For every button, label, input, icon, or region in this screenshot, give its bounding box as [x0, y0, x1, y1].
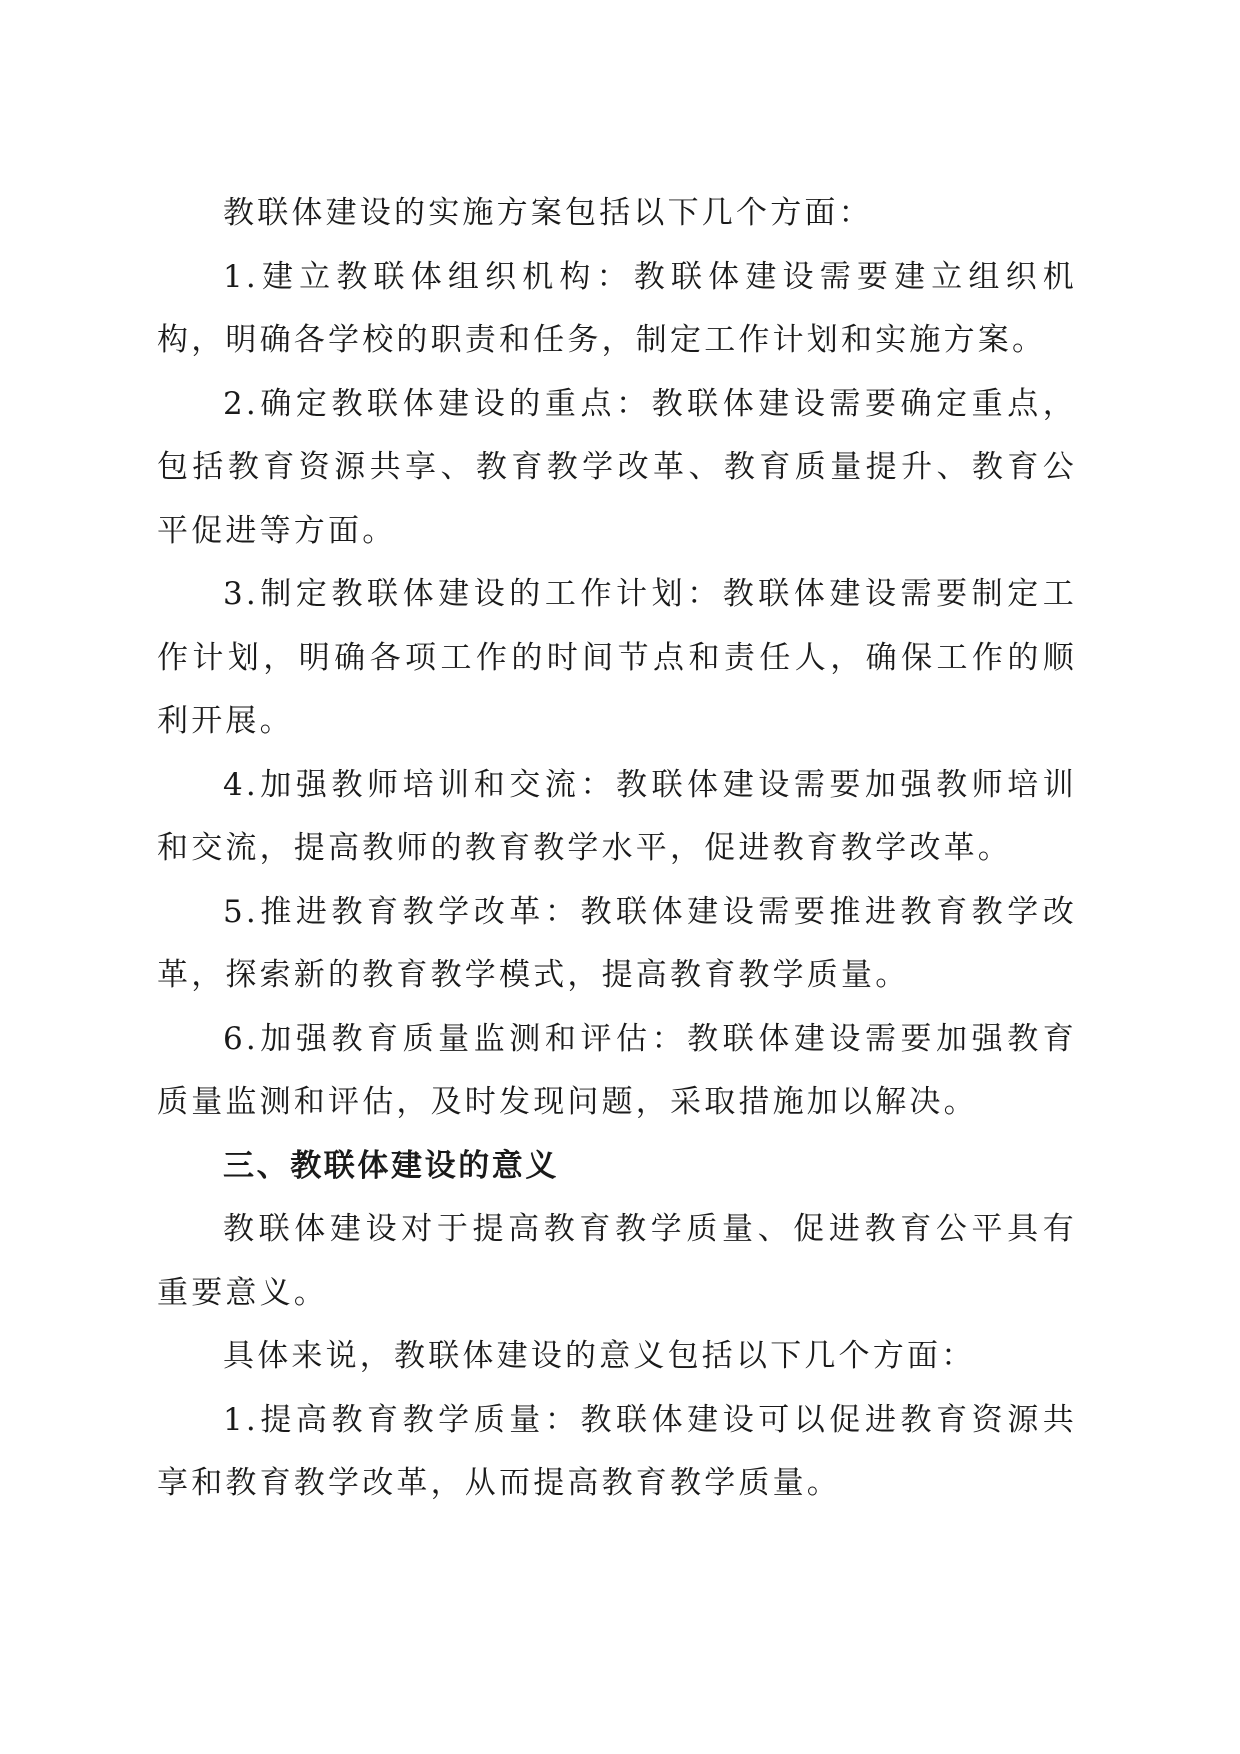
- paragraph-item-3-work-plan: 3.制定教联体建设的工作计划：教联体建设需要制定工作计划，明确各项工作的时间节点和责任人，确保工作的顺利开展。: [157, 576, 1077, 739]
- paragraph-significance-list-intro: 具体来说，教联体建设的意义包括以下几个方面：: [223, 1338, 976, 1374]
- paragraph-implementation-intro: 教联体建设的实施方案包括以下几个方面：: [223, 195, 873, 231]
- paragraph-item-4-teacher-training: 4.加强教师培训和交流：教联体建设需要加强教师培训和交流，提高教师的教育教学水平，促进教育教学改革。: [157, 766, 1077, 866]
- paragraph-item-2-focus: 2.确定教联体建设的重点：教联体建设需要确定重点，包括教育资源共享、教育教学改革、教育质量提升、教育公平促进等方面。: [157, 385, 1077, 549]
- paragraph-significance-intro: 教联体建设对于提高教育教学质量、促进教育公平具有重要意义。: [157, 1211, 1077, 1311]
- paragraph-significance-item-1: 1.提高教育教学质量：教联体建设可以促进教育资源共享和教育教学改革，从而提高教育教学质量。: [157, 1401, 1077, 1501]
- paragraph-item-5-teaching-reform: 5.推进教育教学改革：教联体建设需要推进教育教学改革，探索新的教育教学模式，提高教育教学质量。: [157, 893, 1077, 993]
- document-body: [157, 182, 1077, 1516]
- section-heading-significance: 三、教联体建设的意义: [223, 1147, 559, 1184]
- paragraph-item-1-organization: 1.建立教联体组织机构：教联体建设需要建立组织机构，明确各学校的职责和任务，制定工作计划和实施方案。: [157, 258, 1077, 358]
- paragraph-item-6-quality-monitoring: 6.加强教育质量监测和评估：教联体建设需要加强教育质量监测和评估，及时发现问题，采取措施加以解决。: [157, 1020, 1077, 1120]
